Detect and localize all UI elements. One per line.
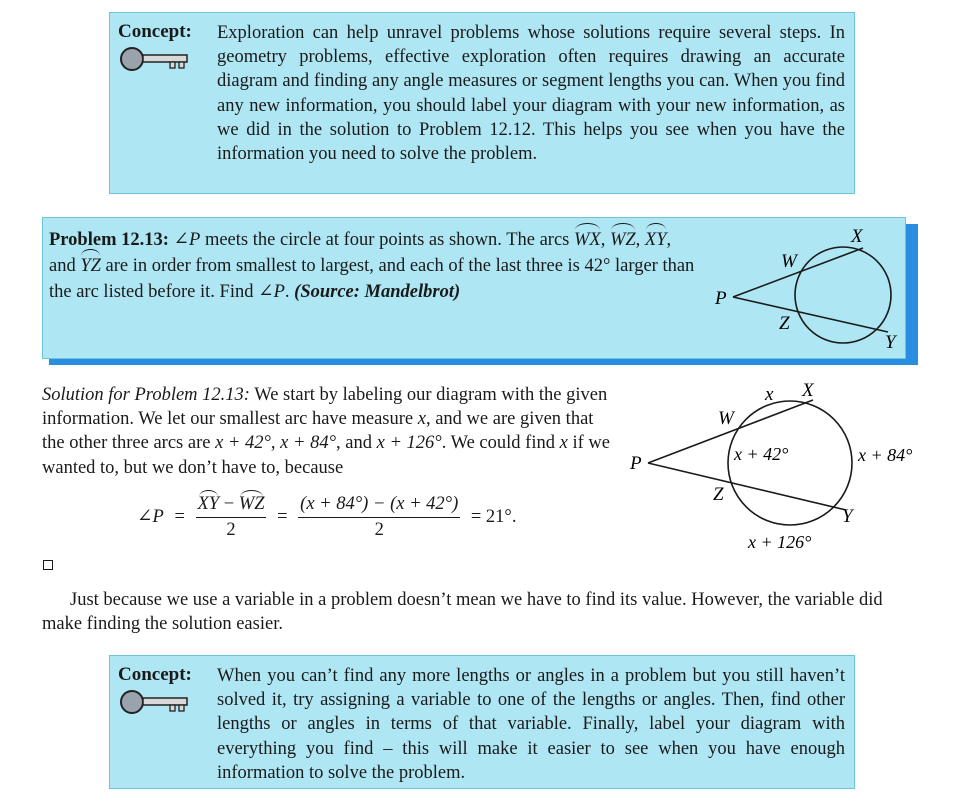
concept-text: Exploration can help unravel problems whose solutions require several steps. In geometry problems, effective exploration often requires drawing an accurate diagram and finding any angle measures or segment lengths you can. When you find any new information, you should label your diagram with your new information, as we did in the solution to Problem 12.12. This helps you see when you have the information you need to solve the problem.: [217, 23, 845, 165]
eq-fraction-2: [298, 494, 460, 541]
label-P: P: [630, 453, 642, 474]
eq-num-2: (x + 84°) − (x + 42°): [298, 494, 460, 518]
problem-box: [42, 217, 906, 359]
problem-label: Problem 12.13:: [49, 230, 169, 250]
arc-yz: YZ: [80, 253, 101, 279]
eq-fraction-1: [196, 494, 267, 541]
label-W: W: [718, 408, 734, 429]
label-x: X: [851, 226, 863, 247]
solution-sep: , and: [336, 433, 377, 454]
var-x-2: x: [559, 433, 568, 454]
problem-text-3: are in order from smallest to largest, and each of the last three is 42° larger than the arc listed before it. Find: [49, 256, 695, 302]
solution-text-4: if we wanted to, but we don’t have to, because: [42, 433, 610, 478]
problem-comma: ,: [600, 230, 606, 250]
solution-text-3: . We could find: [441, 433, 560, 454]
eq-minus: −: [223, 494, 235, 514]
arc-label-126: x + 126°: [748, 532, 812, 552]
eq-arc-wz: WZ: [238, 494, 265, 514]
concept-label: Concept:: [118, 664, 192, 685]
arc-label-42: x + 42°: [734, 444, 789, 464]
diagram-ray-upper: [733, 248, 863, 297]
eq-den-2: 2: [374, 520, 384, 540]
concept-label: Concept:: [118, 21, 192, 42]
label-p: P: [715, 288, 727, 309]
label-z: Z: [779, 313, 790, 334]
solution-paragraph: [42, 383, 612, 480]
solution-diagram: [620, 378, 940, 558]
label-Y: Y: [842, 506, 853, 527]
solution-text-2: , and we are given that the other three arcs are: [42, 409, 594, 454]
label-Z: Z: [713, 484, 724, 505]
qed-square-icon: [43, 560, 53, 570]
arc-value-3: x + 126°: [376, 433, 442, 454]
concept-box-1: [109, 12, 855, 194]
problem-text-1: meets the circle at four points as shown. The arcs: [200, 230, 574, 250]
concept-text: When you can’t find any more lengths or angles in a problem but you still haven’t solved it, try assigning a variable to one of the lengths or angles. Then, find other lengths or angles in terms of that variable. Finally, label your diagram with everything you find – this will make it easier to see when you have enough information to solve the problem.: [217, 666, 845, 783]
eq-arc-xy: XY: [197, 494, 220, 514]
key-icon: [118, 688, 190, 716]
arc-value-1: x + 42°: [215, 433, 271, 454]
concept-box-2: [109, 655, 855, 789]
key-icon: [118, 45, 190, 73]
angle-p: ∠P: [173, 230, 201, 250]
solution-sep: ,: [270, 433, 281, 454]
label-x-small: x: [765, 384, 774, 405]
diagram-circle: [795, 247, 891, 343]
eq-equals-1: =: [174, 506, 185, 527]
eq-lhs: ∠P: [137, 506, 164, 527]
problem-statement: [49, 227, 699, 305]
problem-source: (Source: Mandelbrot): [294, 282, 461, 302]
eq-equals-2: =: [277, 506, 288, 527]
arc-value-2: x + 84°: [280, 433, 337, 454]
solution-title: Solution for Problem 12.13:: [42, 385, 250, 405]
label-y: Y: [885, 332, 896, 353]
problem-text-4: .: [284, 282, 295, 302]
diagram-ray-lower: [733, 297, 888, 332]
remark-paragraph: Just because we use a variable in a problem doesn’t mean we have to find its value. However, the variable did make finding the solution easier.: [42, 590, 883, 635]
solution-ray-lower: [648, 463, 846, 510]
problem-diagram: [703, 222, 903, 356]
label-w: W: [781, 251, 797, 272]
solution-text-1: We start by labeling our diagram with the given information. We let our smallest arc have measure: [42, 385, 608, 430]
eq-result: = 21°.: [470, 506, 517, 527]
label-X: X: [802, 380, 814, 401]
problem-comma: ,: [635, 230, 645, 250]
eq-den-1: 2: [226, 520, 236, 540]
angle-p-2: ∠P: [258, 282, 285, 302]
arc-label-84: x + 84°: [858, 445, 913, 465]
var-x: x: [417, 409, 426, 430]
problem-text-2: , and: [49, 230, 672, 276]
solution-equation: [137, 494, 516, 541]
arc-wz: WZ: [610, 227, 636, 253]
arc-wx: WX: [574, 227, 601, 253]
arc-xy: XY: [645, 227, 667, 253]
